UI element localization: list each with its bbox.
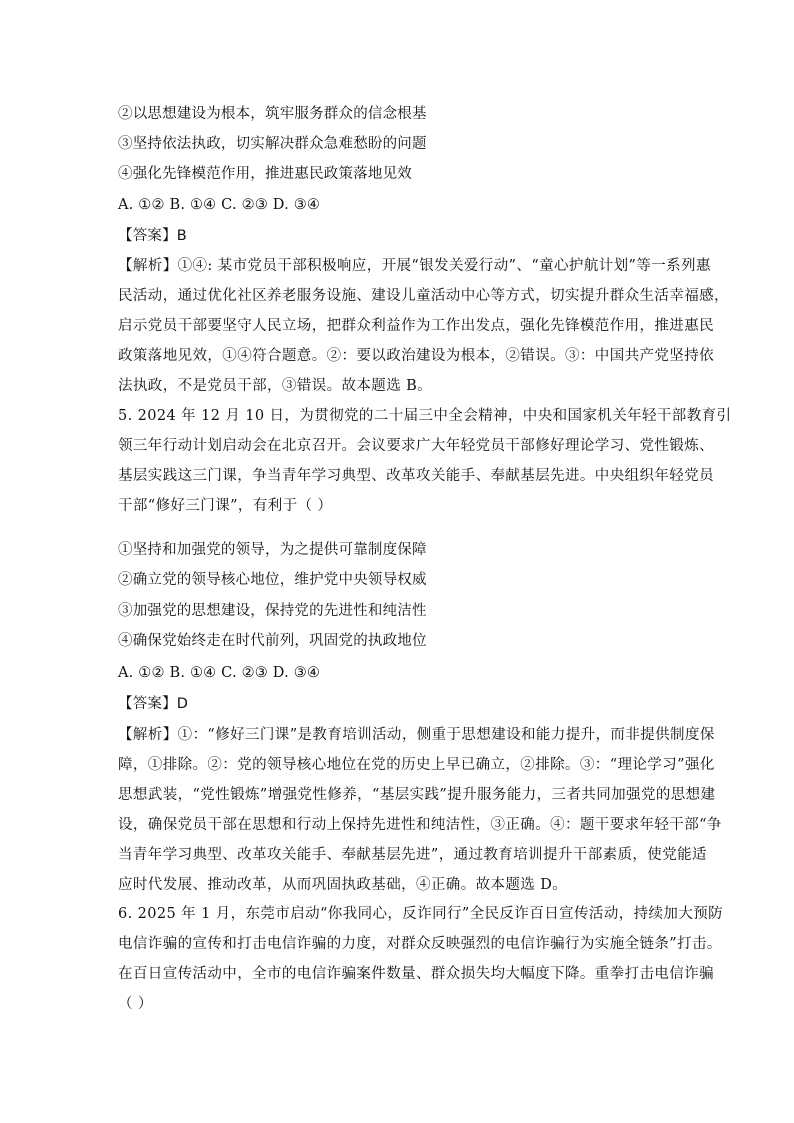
- q5-stem: [118, 401, 732, 521]
- q4-option-4: ④强化先锋模范作用，推进惠民政策落地见效: [118, 166, 412, 182]
- q5-analysis: [118, 720, 722, 900]
- q6-stem-line: 6. 2025 年 1 月，东莞市启动“你我同心，反诈同行”全民反诈百日宣传活动，持续加大预防: [118, 906, 724, 922]
- q5-option-3: ③加强党的思想建设，保持党的先进性和纯洁性: [118, 603, 427, 619]
- q4-option-3: ③坚持依法执政，切实解决群众急难愁盼的问题: [118, 136, 427, 152]
- q5-option-2: ②确立党的领导核心地位，维护党中央领导权威: [118, 572, 427, 588]
- q5-stem-line: 5. 2024 年 12 月 10 日，为贯彻党的二十届三中全会精神，中央和国家机关年轻干部教育引: [118, 408, 732, 424]
- q5-analysis-line: 当青年学习典型、改革攻关能手、奉献基层先进”，通过教育培训提升干部素质，使党能适: [118, 847, 707, 863]
- q6-stem-line: 电信诈骗的宣传和打击电信诈骗的力度，对群众反映强烈的电信诈骗行为实施全链条”打击。: [118, 936, 722, 952]
- q4-analysis: [118, 251, 729, 401]
- q4-analysis-line: 政策落地见效，①④符合题意。②：要以政治建设为根本，②错误。③：中国共产党坚持依: [118, 348, 714, 364]
- q5-answer: 【答案】D: [118, 696, 189, 712]
- q5-analysis-line: 思想武装，“党性锻炼”增强党性修养，“基层实践”提升服务能力，三者共同加强党的思想建: [118, 787, 716, 803]
- q5-choices: A. ①② B. ①④ C. ②③ D. ③④: [118, 665, 321, 681]
- q5-analysis-line: 【解析】①：“修好三门课”是教育培训活动，侧重于思想建设和能力提升，而非提供制度保: [118, 727, 715, 743]
- q6-stem-line: 在百日宣传活动中，全市的电信诈骗案件数量、群众损失均大幅度下降。重拳打击电信诈骗: [118, 966, 714, 982]
- q6-stem-line: （ ）: [118, 996, 153, 1012]
- q6-stem: [118, 899, 724, 1019]
- q5-analysis-line: 应时代发展、推动改革，从而巩固执政基础，④正确。故本题选 D。: [118, 877, 568, 893]
- q5-stem-line: 干部“修好三门课”，有利于（ ）: [118, 498, 333, 514]
- q4-answer: 【答案】B: [118, 228, 187, 244]
- q5-analysis-line: 障，①排除。②：党的领导核心地位在党的历史上早已确立，②排除。③：“理论学习”强化: [118, 757, 715, 773]
- q4-analysis-line: 【解析】①④: 某市党员干部积极响应，开展“银发关爱行动”、“童心护航计划”等一系列惠: [118, 258, 711, 274]
- q5-analysis-line: 设，确保党员干部在思想和行动上保持先进性和纯洁性，③正确。④：题干要求年轻干部“争: [118, 817, 722, 833]
- q4-choices: A. ①② B. ①④ C. ②③ D. ③④: [118, 197, 321, 213]
- q5-stem-line: 基层实践这三门课，争当青年学习典型、改革攻关能手、奉献基层先进。中央组织年轻党员: [118, 468, 714, 484]
- q4-analysis-line: 启示党员干部要坚守人民立场，把群众利益作为工作出发点，强化先锋模范作用，推进惠民: [118, 318, 714, 334]
- q4-analysis-line: 法执政，不是党员干部，③错误。故本题选 B。: [118, 378, 433, 394]
- q4-analysis-line: 民活动，通过优化社区养老服务设施、建设儿童活动中心等方式，切实提升群众生活幸福感，: [118, 288, 729, 304]
- q5-option-4: ④确保党始终走在时代前列，巩固党的执政地位: [118, 633, 427, 649]
- q5-option-1: ①坚持和加强党的领导，为之提供可靠制度保障: [118, 542, 427, 558]
- q4-option-2: ②以思想建设为根本，筑牢服务群众的信念根基: [118, 106, 427, 122]
- q5-stem-line: 领三年行动计划启动会在北京召开。会议要求广大年轻党员干部修好理论学习、党性锻炼、: [118, 438, 714, 454]
